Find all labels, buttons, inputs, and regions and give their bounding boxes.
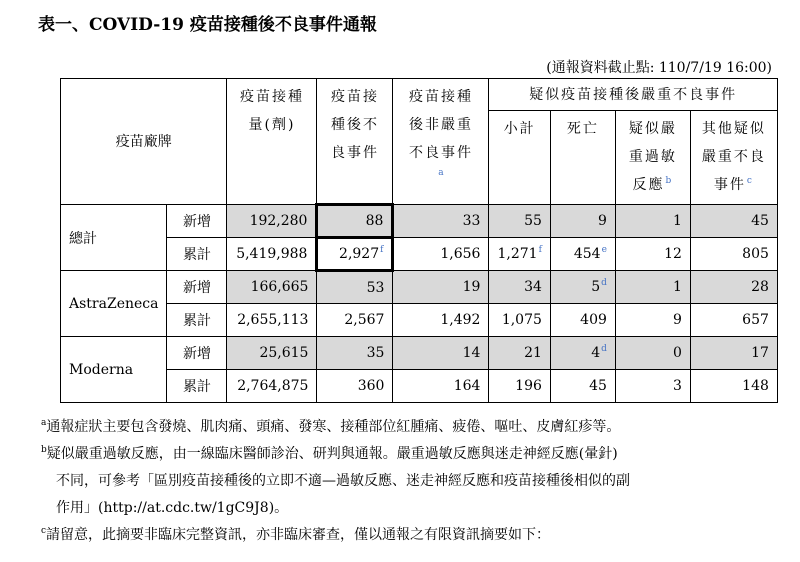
cell-death: 45 xyxy=(550,370,615,403)
row-label-cumulative: 累計 xyxy=(167,370,227,403)
cell-doses: 25,615 xyxy=(227,337,317,370)
cell-doses: 2,655,113 xyxy=(227,304,317,337)
footnote-b-line2: 不同，可參考「區別疫苗接種後的立即不適—過敏反應、迷走神經反應和疫苗接種後相似的副 xyxy=(56,473,630,489)
cell-doses: 166,665 xyxy=(227,271,317,304)
cell-anaphylaxis: 0 xyxy=(615,337,690,370)
cell-adverse: 88 xyxy=(317,205,393,238)
header-death: 死亡 xyxy=(550,111,615,205)
cell-adverse: 360 xyxy=(317,370,393,403)
cell-death: 409 xyxy=(550,304,615,337)
cell-death: 4$^d$ xyxy=(550,337,615,370)
cell-anaphylaxis: 1 xyxy=(615,271,690,304)
adverse-events-table xyxy=(60,78,778,403)
cell-anaphylaxis: 3 xyxy=(615,370,690,403)
cell-other: 17 xyxy=(690,337,777,370)
cell-adverse: 2,927$^f$ xyxy=(317,238,393,271)
cell-anaphylaxis: 12 xyxy=(615,238,690,271)
cell-other: 28 xyxy=(690,271,777,304)
cell-adverse: 35 xyxy=(317,337,393,370)
cell-nonserious: 1,492 xyxy=(393,304,489,337)
table-row xyxy=(61,370,778,403)
cell-death: 5$^d$ xyxy=(550,271,615,304)
cell-death: 9 xyxy=(550,205,615,238)
cell-subtotal: 21 xyxy=(489,337,550,370)
cell-subtotal: 34 xyxy=(489,271,550,304)
row-label-cumulative: 累計 xyxy=(167,238,227,271)
cell-subtotal: 196 xyxy=(489,370,550,403)
footnote-b-line3: 作用」(http://at.cdc.tw/1gC9J8)。 xyxy=(56,500,289,516)
cell-doses: 5,419,988 xyxy=(227,238,317,271)
header-subtotal: 小計 xyxy=(489,111,550,205)
cell-nonserious: 164 xyxy=(393,370,489,403)
cell-other: 45 xyxy=(690,205,777,238)
table-row xyxy=(61,337,778,370)
header-serious-group: 疑似疫苗接種後嚴重不良事件 xyxy=(489,79,777,111)
footnotes xyxy=(40,414,780,549)
cell-subtotal: 1,075 xyxy=(489,304,550,337)
table-row xyxy=(61,238,778,271)
cell-other: 657 xyxy=(690,304,777,337)
cell-adverse: 2,567 xyxy=(317,304,393,337)
row-label-new: 新增 xyxy=(167,337,227,370)
data-cutoff: (通報資料截止點: 110/7/19 16:00) xyxy=(546,60,772,76)
cell-nonserious: 14 xyxy=(393,337,489,370)
cell-anaphylaxis: 9 xyxy=(615,304,690,337)
header-anaphylaxis: 疑似嚴 重過敏 反應$^b$ xyxy=(615,111,690,205)
row-label-cumulative: 累計 xyxy=(167,304,227,337)
row-label-new: 新增 xyxy=(167,205,227,238)
cell-nonserious: 19 xyxy=(393,271,489,304)
brand-moderna: Moderna xyxy=(61,337,167,403)
table-row xyxy=(61,304,778,337)
cell-nonserious: 33 xyxy=(393,205,489,238)
header-other-serious: 其他疑似 嚴重不良 事件$^c$ xyxy=(690,111,777,205)
footnote-a: $^a$通報症狀主要包含發燒、肌肉痛、頭痛、發寒、接種部位紅腫痛、疲倦、嘔吐、皮膚紅疹等。 xyxy=(41,418,621,435)
cell-subtotal: 1,271$^f$ xyxy=(489,238,550,271)
footnote-c: $^c$請留意，此摘要非臨床完整資訊，亦非臨床審查，僅以通報之有限資訊摘要如下： xyxy=(41,526,551,543)
cell-other: 148 xyxy=(690,370,777,403)
header-nonserious: 疫苗接種 後非嚴重 不良事件 a xyxy=(393,79,489,205)
cell-other: 805 xyxy=(690,238,777,271)
row-label-new: 新增 xyxy=(167,271,227,304)
cell-subtotal: 55 xyxy=(489,205,550,238)
header-adverse-events: 疫苗接 種後不 良事件 xyxy=(317,79,393,205)
header-doses: 疫苗接種 量(劑) xyxy=(227,79,317,205)
header-brand: 疫苗廠牌 xyxy=(61,79,227,205)
cell-anaphylaxis: 1 xyxy=(615,205,690,238)
cell-nonserious: 1,656 xyxy=(393,238,489,271)
table-row xyxy=(61,205,778,238)
cell-adverse: 53 xyxy=(317,271,393,304)
cell-doses: 2,764,875 xyxy=(227,370,317,403)
table-row xyxy=(61,271,778,304)
brand-total: 總計 xyxy=(61,205,167,271)
brand-astrazeneca: AstraZeneca xyxy=(61,271,167,337)
table-title: 表一、COVID-19 疫苗接種後不良事件通報 xyxy=(38,15,377,35)
footnote-b: $^b$疑似嚴重過敏反應，由一線臨床醫師診治、研判與通報。嚴重過敏反應與迷走神經反應(暈針) xyxy=(41,445,618,462)
cell-doses: 192,280 xyxy=(227,205,317,238)
cell-death: 454e xyxy=(550,238,615,271)
